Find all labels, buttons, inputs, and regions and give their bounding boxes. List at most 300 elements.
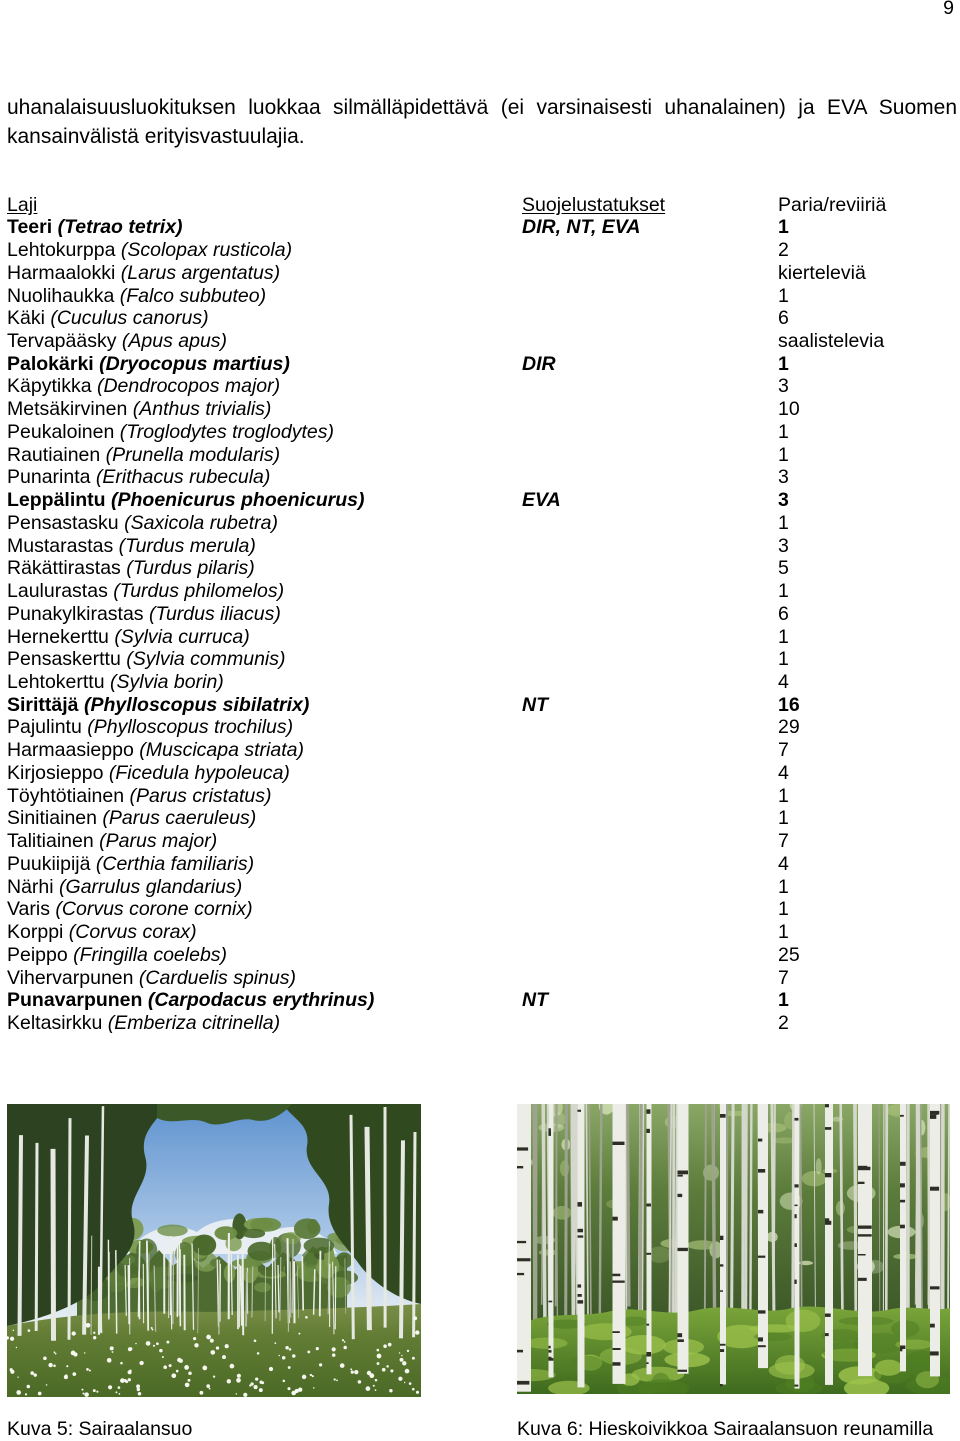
common-name: Sinitiainen <box>7 807 97 830</box>
birch-bark-mark <box>647 1362 649 1364</box>
cotton-grass <box>128 1347 132 1351</box>
species-cell <box>7 353 522 376</box>
species-row <box>7 239 957 262</box>
common-name: Töyhtötiainen <box>7 784 125 807</box>
scientific-name: (Corvus corax) <box>68 921 197 944</box>
scientific-name: (Carduelis spinus) <box>138 966 297 989</box>
birch-bark-mark <box>758 1210 763 1214</box>
birch-trunk <box>246 1272 247 1327</box>
header-pairs: Paria/reviiriä <box>778 193 887 216</box>
cotton-grass <box>153 1345 155 1347</box>
birch-bark-mark <box>647 1253 652 1255</box>
cotton-grass <box>93 1332 95 1334</box>
table-header-row <box>7 194 957 217</box>
birch-trunk <box>288 1254 289 1332</box>
common-name: Tervapääsky <box>7 330 117 352</box>
species-cell <box>7 876 522 899</box>
cotton-grass <box>416 1391 419 1394</box>
scientific-name: (Troglodytes troglodytes) <box>119 420 334 443</box>
species-cell <box>7 307 522 330</box>
birch-bark-mark <box>900 1183 905 1187</box>
protection-status <box>522 830 778 853</box>
cotton-grass <box>200 1391 204 1395</box>
cotton-grass <box>118 1386 121 1389</box>
cotton-grass <box>84 1352 85 1353</box>
birch-bark-mark <box>720 1344 726 1346</box>
birch-trunk <box>647 1104 652 1374</box>
cotton-grass <box>413 1316 417 1320</box>
cotton-grass <box>305 1316 308 1319</box>
cotton-grass <box>259 1381 262 1384</box>
protection-status: NT <box>522 693 548 716</box>
cotton-grass <box>108 1385 112 1389</box>
scientific-name: (Phylloscopus trochilus) <box>87 716 294 739</box>
scientific-name: (Scolopax rusticola) <box>120 239 293 262</box>
scientific-name: (Larus argentatus) <box>120 261 281 284</box>
birch-trunk <box>930 1104 940 1376</box>
birch-bark-mark <box>517 1273 524 1275</box>
birch-bark-mark <box>678 1333 683 1337</box>
cotton-grass <box>222 1355 226 1359</box>
birch-bark-mark <box>647 1352 652 1357</box>
birch-bark-mark <box>517 1147 528 1150</box>
cotton-grass <box>316 1347 319 1350</box>
birch-bark-mark <box>930 1286 940 1289</box>
pair-count: 3 <box>778 375 789 398</box>
cotton-grass <box>210 1339 214 1343</box>
cotton-grass <box>206 1384 210 1388</box>
pair-count: 7 <box>778 739 789 762</box>
protection-status <box>522 421 778 444</box>
species-cell <box>7 830 522 853</box>
birch-trunk <box>883 1104 884 1313</box>
birch-bark-mark <box>613 1348 621 1350</box>
cotton-grass <box>128 1370 132 1374</box>
birch-trunk <box>900 1104 906 1371</box>
species-row <box>7 921 957 944</box>
cotton-grass <box>350 1368 352 1370</box>
birch-bark-mark <box>825 1104 829 1107</box>
birch-trunk <box>533 1104 534 1341</box>
protection-status <box>522 739 778 762</box>
scientific-name: (Parus cristatus) <box>129 784 272 807</box>
cotton-grass <box>138 1392 142 1396</box>
scientific-name: (Carpodacus erythrinus) <box>147 989 375 1012</box>
species-row <box>7 285 957 308</box>
birch-bark-mark <box>795 1214 797 1218</box>
birch-trunk <box>36 1143 37 1331</box>
birch-foliage <box>294 1218 321 1239</box>
birch-bark-mark <box>517 1241 526 1243</box>
cotton-grass <box>128 1378 131 1381</box>
protection-status <box>522 580 778 603</box>
undergrowth-shrub <box>569 1356 605 1375</box>
cotton-grass <box>313 1387 315 1389</box>
birch-bark-mark <box>613 1281 625 1283</box>
birch-bark-mark <box>720 1264 723 1266</box>
birch-bark-mark <box>678 1175 683 1177</box>
species-row <box>7 830 957 853</box>
species-row <box>7 785 957 808</box>
birch-bark-mark <box>758 1169 765 1173</box>
scientific-name: (Tetrao tetrix) <box>57 216 183 239</box>
cotton-grass <box>282 1356 286 1360</box>
header-status-cell <box>522 194 778 217</box>
cotton-grass <box>375 1379 378 1382</box>
cotton-grass <box>287 1387 290 1390</box>
birch-trunk <box>640 1104 641 1314</box>
species-row <box>7 603 957 626</box>
cotton-grass <box>225 1344 229 1348</box>
species-cell <box>7 603 522 626</box>
protection-status <box>522 512 778 535</box>
birch-foliage <box>260 1267 280 1277</box>
scientific-name: (Ficedula hypoleuca) <box>108 761 290 784</box>
birch-trunk <box>517 1104 531 1392</box>
cotton-grass <box>202 1366 207 1371</box>
birch-bark-mark <box>678 1248 688 1251</box>
birch-bark-mark <box>549 1131 552 1136</box>
protection-status <box>522 375 778 398</box>
birch-trunk <box>713 1104 715 1320</box>
birch-trunk <box>571 1104 572 1315</box>
birch-trunk <box>750 1104 751 1337</box>
common-name: Hernekerttu <box>7 625 109 648</box>
pair-count: 1 <box>778 784 789 807</box>
scientific-name: (Erithacus rubecula) <box>95 466 271 489</box>
cotton-grass <box>188 1379 191 1382</box>
cotton-grass <box>53 1365 56 1368</box>
species-cell <box>7 580 522 603</box>
birch-trunk <box>705 1104 706 1338</box>
birch-trunk <box>743 1104 744 1334</box>
birch-bark-mark <box>613 1331 620 1333</box>
common-name: Palokärki <box>7 352 94 375</box>
cotton-grass <box>48 1363 52 1367</box>
cotton-grass <box>373 1385 375 1387</box>
common-name: Korppi <box>7 921 64 944</box>
species-cell <box>7 421 522 444</box>
pair-count: 2 <box>778 1012 789 1035</box>
figure-caption-6: Kuva 6: Hieskoivikkoa Sairaalansuon reunamilla <box>517 1418 934 1440</box>
header-species-cell <box>7 194 522 217</box>
cotton-grass <box>169 1364 172 1367</box>
birch-bark-mark <box>858 1234 872 1236</box>
species-row <box>7 262 957 285</box>
cotton-grass <box>409 1382 412 1385</box>
birch-trunk <box>793 1104 794 1331</box>
protection-status: NT <box>522 989 548 1012</box>
scientific-name: (Parus major) <box>99 830 218 853</box>
species-cell <box>7 716 522 739</box>
table-body <box>7 216 957 1034</box>
canopy-light <box>687 1240 716 1250</box>
species-cell <box>7 921 522 944</box>
birch-bark-mark <box>578 1110 582 1112</box>
common-name: Närhi <box>7 875 54 898</box>
birch-trunk <box>720 1104 726 1385</box>
species-cell <box>7 330 522 353</box>
cotton-grass <box>298 1333 300 1335</box>
scientific-name: (Garrulus glandarius) <box>59 875 243 898</box>
birch-foliage <box>157 1225 188 1237</box>
birch-bark-mark <box>858 1167 870 1171</box>
species-row <box>7 716 957 739</box>
cotton-grass <box>382 1368 386 1372</box>
scientific-name: (Prunella modularis) <box>105 443 281 466</box>
birch-bark-mark <box>578 1202 583 1207</box>
birch-trunk <box>116 1250 117 1334</box>
pair-count: 25 <box>778 943 800 966</box>
birch-trunk <box>219 1260 220 1335</box>
birch-bark-mark <box>720 1349 724 1352</box>
birch-trunk <box>292 1239 293 1313</box>
species-cell <box>7 512 522 535</box>
birch-trunk <box>169 1260 170 1318</box>
common-name: Nuolihaukka <box>7 284 115 307</box>
pair-count: 29 <box>778 716 800 739</box>
cotton-grass <box>213 1375 215 1377</box>
cotton-grass <box>162 1356 164 1358</box>
cotton-grass <box>407 1350 409 1352</box>
species-row <box>7 898 957 921</box>
protection-status <box>522 262 778 285</box>
pair-count: 4 <box>778 852 789 875</box>
cotton-grass <box>343 1346 347 1350</box>
species-cell <box>7 557 522 580</box>
birch-trunk <box>20 1135 22 1336</box>
cotton-grass <box>307 1350 310 1353</box>
cotton-grass <box>400 1358 404 1362</box>
scientific-name: (Certhia familiaris) <box>95 852 255 875</box>
birch-trunk <box>917 1104 918 1338</box>
pair-count: 1 <box>778 648 789 671</box>
birch-foliage <box>215 1226 238 1240</box>
common-name: Keltasirkku <box>7 1012 103 1035</box>
species-cell <box>7 626 522 649</box>
species-cell <box>7 216 522 239</box>
pair-count: 10 <box>778 398 800 421</box>
protection-status <box>522 944 778 967</box>
cotton-grass <box>278 1355 280 1357</box>
cotton-grass <box>110 1346 114 1350</box>
birch-bark-mark <box>825 1314 831 1317</box>
cotton-grass <box>185 1383 190 1388</box>
species-cell <box>7 444 522 467</box>
canopy-light <box>816 1158 822 1174</box>
undergrowth-shrub <box>786 1310 821 1332</box>
cotton-grass <box>386 1365 389 1368</box>
birch-bark-mark <box>900 1115 904 1117</box>
common-name: Lehtokerttu <box>7 671 105 694</box>
birch-bark-mark <box>578 1284 582 1287</box>
intro-paragraph: uhanalaisuusluokituksen luokkaa silmälläpidettävä (ei varsinaisesti uhanalainen) ja EVA Suomen kansainvälistä erityisvastuulajia. <box>7 96 957 148</box>
birch-bark-mark <box>930 1351 939 1355</box>
birch-trunk <box>147 1241 148 1331</box>
scientific-name: (Cuculus canorus) <box>50 307 209 330</box>
birch-bark-mark <box>549 1301 553 1303</box>
figure-caption-5: Kuva 5: Sairaalansuo <box>7 1418 193 1440</box>
species-row <box>7 512 957 535</box>
cotton-grass <box>156 1342 159 1345</box>
birch-trunk <box>401 1140 403 1338</box>
birch-trunk <box>574 1104 575 1310</box>
birch-trunk <box>302 1256 303 1310</box>
cotton-grass <box>344 1341 346 1343</box>
birch-bark-mark <box>825 1221 831 1225</box>
cotton-grass <box>250 1382 253 1385</box>
cotton-grass <box>17 1377 18 1378</box>
birch-bark-mark <box>858 1226 872 1229</box>
cotton-grass <box>399 1352 400 1353</box>
cotton-grass <box>135 1343 137 1345</box>
protection-status <box>522 285 778 308</box>
birch-bark-mark <box>858 1254 866 1256</box>
common-name: Varis <box>7 898 50 921</box>
birch-trunk <box>578 1104 585 1387</box>
common-name: Punavarpunen <box>7 989 143 1012</box>
cotton-grass <box>342 1339 344 1341</box>
birch-bark-mark <box>517 1166 523 1168</box>
undergrowth-shrub <box>875 1360 902 1376</box>
birch-bark-mark <box>578 1235 584 1237</box>
birch-bark-mark <box>825 1173 831 1177</box>
birch-trunk <box>676 1104 677 1318</box>
cotton-grass <box>210 1350 215 1355</box>
birch-foliage <box>118 1266 147 1278</box>
cotton-grass <box>27 1385 31 1389</box>
species-row <box>7 671 957 694</box>
birch-bark-mark <box>578 1229 584 1233</box>
cotton-grass <box>96 1391 98 1393</box>
cotton-grass <box>86 1323 91 1328</box>
cotton-grass <box>310 1374 312 1376</box>
cotton-grass <box>137 1388 140 1391</box>
protection-status <box>522 648 778 671</box>
species-row <box>7 989 957 1012</box>
common-name: Vihervarpunen <box>7 966 134 989</box>
species-table <box>7 194 957 1035</box>
common-name: Pensastasku <box>7 511 119 534</box>
species-row <box>7 762 957 785</box>
birch-bark-mark <box>758 1256 765 1258</box>
birch-trunk <box>758 1104 768 1368</box>
species-row <box>7 307 957 330</box>
cotton-grass <box>389 1389 392 1392</box>
protection-status <box>522 898 778 921</box>
cotton-grass <box>86 1368 89 1371</box>
birch-bark-mark <box>930 1324 935 1328</box>
birch-trunk <box>825 1104 833 1385</box>
protection-status <box>522 307 778 330</box>
birch-foliage <box>304 1238 335 1254</box>
species-cell <box>7 398 522 421</box>
pair-count: 1 <box>778 420 789 443</box>
birch-trunk <box>129 1265 130 1324</box>
birch-bark-mark <box>647 1204 651 1207</box>
cotton-grass <box>125 1380 128 1383</box>
birch-bark-mark <box>900 1346 905 1350</box>
birch-bark-mark <box>720 1236 723 1240</box>
common-name: Rautiainen <box>7 443 101 466</box>
protection-status <box>522 967 778 990</box>
cotton-grass <box>354 1370 358 1374</box>
pair-count: 4 <box>778 671 789 694</box>
scientific-name: (Phylloscopus sibilatrix) <box>83 693 310 716</box>
cotton-grass <box>237 1374 241 1378</box>
birch-bark-mark <box>517 1381 529 1385</box>
scientific-name: (Anthus trivialis) <box>132 398 272 421</box>
common-name: Harmaasieppo <box>7 739 134 762</box>
species-row <box>7 421 957 444</box>
species-cell <box>7 375 522 398</box>
cotton-grass <box>188 1371 192 1375</box>
birch-bark-mark <box>549 1358 554 1361</box>
birch-bark-mark <box>578 1294 582 1297</box>
scientific-name: (Sylvia communis) <box>126 648 286 671</box>
birch-bark-mark <box>900 1200 905 1203</box>
scientific-name: (Phoenicurus phoenicurus) <box>111 489 365 512</box>
cotton-grass <box>255 1377 258 1380</box>
common-name: Lehtokurppa <box>7 239 116 262</box>
cotton-grass <box>82 1393 84 1395</box>
species-cell <box>7 807 522 830</box>
species-row <box>7 535 957 558</box>
scientific-name: (Fringilla coelebs) <box>73 943 228 966</box>
scientific-name: (Turdus merula) <box>118 534 256 557</box>
birch-trunk <box>549 1104 554 1377</box>
birch-bark-mark <box>517 1350 523 1353</box>
birch-foliage <box>254 1282 271 1292</box>
cotton-grass <box>340 1363 345 1368</box>
species-row <box>7 876 957 899</box>
pair-count: 3 <box>778 534 789 557</box>
cotton-grass <box>107 1358 112 1363</box>
cotton-grass <box>10 1337 14 1341</box>
cotton-grass <box>209 1388 211 1390</box>
cotton-grass <box>89 1369 91 1371</box>
birch-bark-mark <box>758 1310 766 1313</box>
birch-trunk <box>566 1104 567 1324</box>
pair-count: 1 <box>778 807 789 830</box>
cotton-grass <box>259 1388 263 1392</box>
cotton-grass <box>377 1354 382 1359</box>
birch-bark-mark <box>825 1218 829 1221</box>
cotton-grass <box>376 1349 379 1352</box>
pair-count: 1 <box>778 580 789 603</box>
scientific-name: (Saxicola rubetra) <box>124 511 278 534</box>
common-name: Peukaloinen <box>7 420 115 443</box>
species-row <box>7 694 957 717</box>
cotton-grass <box>184 1365 189 1370</box>
cotton-grass <box>93 1336 96 1339</box>
cotton-grass <box>412 1388 415 1391</box>
cotton-grass <box>81 1389 83 1391</box>
species-cell <box>7 239 522 262</box>
cotton-grass <box>402 1361 406 1365</box>
birch-bark-mark <box>613 1142 625 1145</box>
cotton-grass <box>72 1331 76 1335</box>
common-name: Punarinta <box>7 466 91 489</box>
scientific-name: (Turdus philomelos) <box>113 580 285 603</box>
birch-bark-mark <box>517 1258 531 1261</box>
cotton-grass <box>176 1370 179 1373</box>
pair-count: 4 <box>778 761 789 784</box>
birch-bark-mark <box>647 1109 651 1114</box>
birch-trunk <box>335 1266 336 1329</box>
protection-status <box>522 557 778 580</box>
species-cell <box>7 489 522 512</box>
